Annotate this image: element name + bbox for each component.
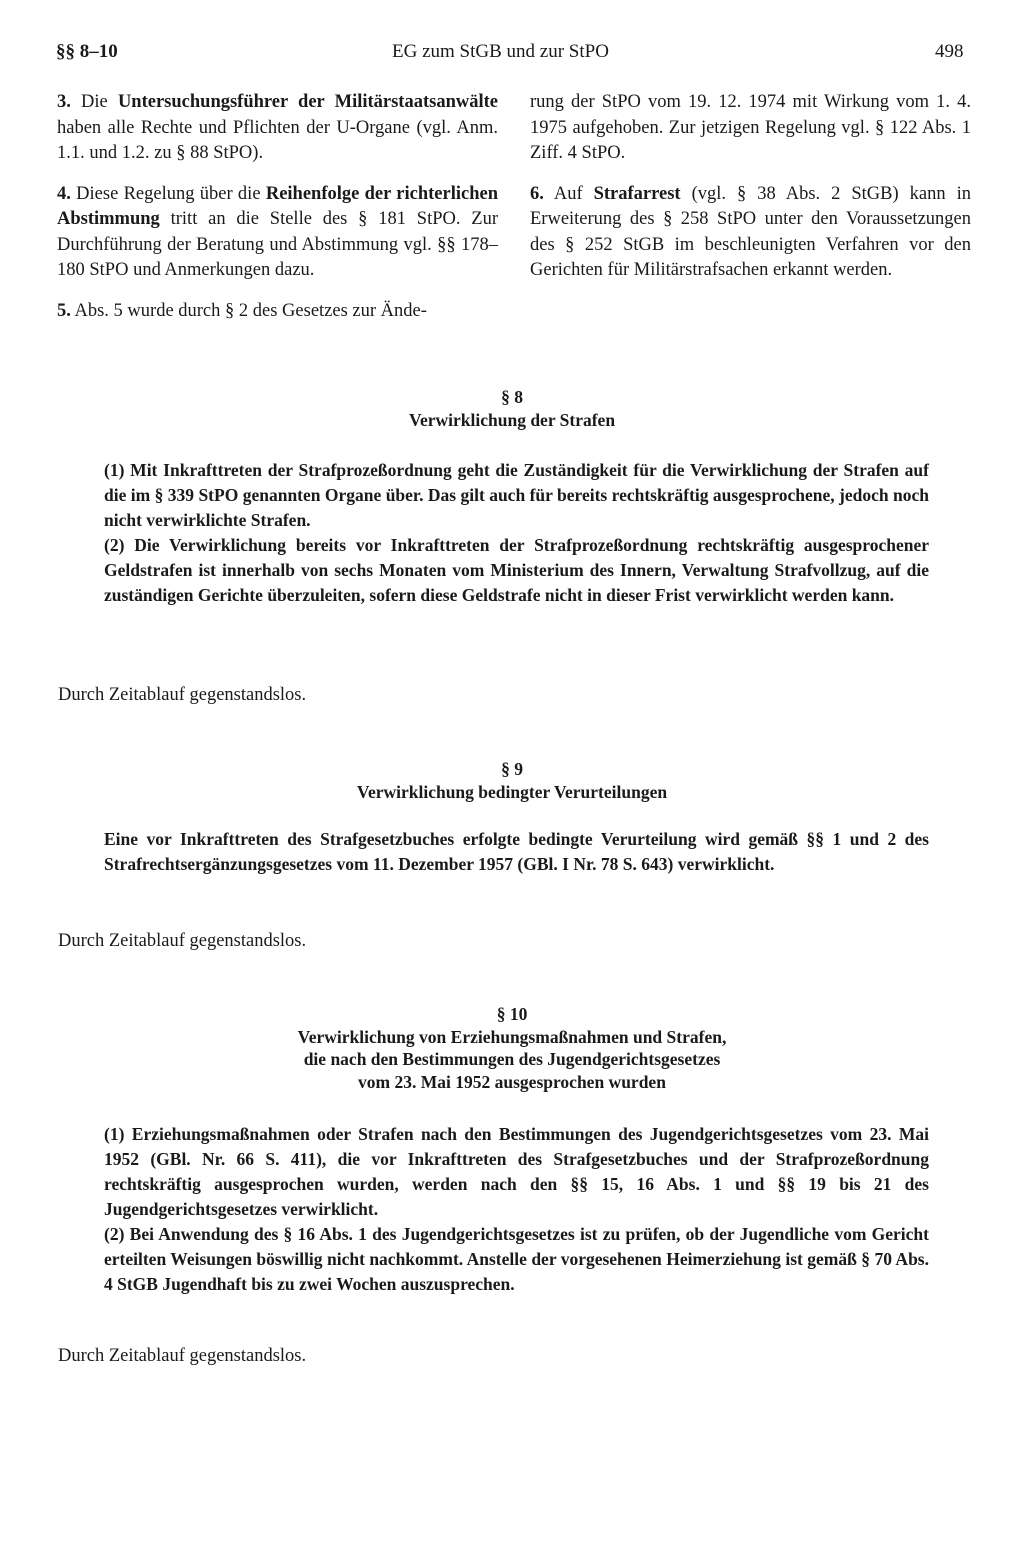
section-paragraph: (1) Mit Inkrafttreten der Strafprozeßordnung geht die Zuständigkeit für die Verwirklichung der Strafen auf die im § 339 StPO genannten Organe über. Das gilt auch für bereits rechtskräftig ausgesprochene, jedoch noch nicht verwirklichte Strafen.	[104, 460, 929, 530]
section-9-note: Durch Zeitablauf gegenstandslos.	[58, 931, 307, 951]
annotation-6	[530, 182, 971, 284]
annotation-number: 4.	[57, 183, 71, 204]
annotation-text: Auf	[553, 183, 594, 204]
section-10-body	[104, 1122, 929, 1297]
annotations-left-column	[57, 90, 498, 339]
section-8-body	[104, 458, 929, 608]
annotation-keyword: Untersuchungsführer der Militärstaatsanwälte	[117, 92, 498, 112]
section-paragraph: (1) Erziehungsmaßnahmen oder Strafen nach den Bestimmungen des Jugendgerichtsgesetzes vom 23. Mai 1952 (GBl. Nr. 66 S. 411), die vor Inkrafttreten des Strafgesetzbuches und der Strafprozeßordnung rechtskräftig ausgesprochen wurden, werden nach den §§ 15, 16 Abs. 1 und §§ 19 bis 21 des Jugendgerichtsgesetzes verwirklicht.	[104, 1124, 929, 1219]
section-9-heading	[0, 758, 1024, 803]
annotations-right-column	[530, 90, 971, 299]
annotation-4	[57, 182, 498, 284]
annotation-text: Abs. 5 wurde durch § 2 des Gesetzes zur Ände-	[74, 300, 427, 321]
section-title: Verwirklichung bedingter Verurteilungen	[356, 781, 668, 802]
annotation-keyword: Reihenfolge der richterlichen Abstimmung	[57, 183, 499, 229]
section-paragraph: (2) Bei Anwendung des § 16 Abs. 1 des Jugendgerichtsgesetzes ist zu prüfen, ob der Jugendliche vom Gericht erteilten Weisungen böswillig nicht nachkommt. Anstelle der vorgesehenen Heimerziehung ist gemäß § 70 Abs. 4 StGB Jugendhaft bis zu zwei Wochen auszusprechen.	[104, 1224, 929, 1294]
section-title: Verwirklichung von Erziehungsmaßnahmen und Strafen,	[297, 1026, 727, 1047]
section-range-header: §§ 8–10	[56, 41, 118, 62]
annotation-5-continued	[530, 90, 971, 167]
section-8-note: Durch Zeitablauf gegenstandslos.	[58, 685, 307, 705]
page-number: 498	[935, 41, 964, 62]
section-title: die nach den Bestimmungen des Jugendgerichtsgesetzes	[303, 1049, 721, 1069]
section-paragraph: Eine vor Inkrafttreten des Strafgesetzbuches erfolgte bedingte Verurteilung wird gemäß §§ 1 und 2 des Strafrechtsergänzungsgesetzes vom 11. Dezember 1957 (GBl. I Nr. 78 S. 643) verwirklicht.	[104, 829, 929, 874]
annotation-keyword: Strafarrest	[593, 183, 681, 204]
annotation-text: Die	[81, 92, 118, 112]
annotation-text: haben alle Rechte und Pflichten der U-Organe (vgl. Anm. 1.1. und 1.2. zu § 88 StPO).	[57, 117, 498, 163]
annotation-text: (vgl. § 38 Abs. 2 StGB) kann in Erweiterung des § 258 StPO unter den Voraussetzungen des § 252 StGB im beschleunigten Verfahren vor den Gerichten für Militärstrafsachen erkannt werden.	[530, 183, 971, 280]
annotation-text: Diese Regelung über die	[76, 183, 266, 204]
annotation-text: tritt an die Stelle des § 181 StPO. Zur Durchführung der Beratung und Abstimmung vgl. §§ 178–180 StPO und Anmerkungen dazu.	[57, 209, 498, 280]
running-title: EG zum StGB und zur StPO	[392, 41, 609, 62]
section-number: § 10	[496, 1004, 528, 1024]
section-number: § 9	[501, 759, 523, 779]
section-9-body	[104, 827, 929, 877]
section-number: § 8	[501, 387, 523, 407]
annotation-number: 6.	[530, 183, 544, 204]
section-8-heading	[0, 386, 1024, 431]
section-paragraph: (2) Die Verwirklichung bereits vor Inkrafttreten der Strafprozeßordnung rechtskräftig ausgesprochener Geldstrafen ist innerhalb von sechs Monaten vom Ministerium des Innern, Verwaltung Strafvollzug, auf die zuständigen Gerichte überzuleiten, sofern diese Geldstrafe nicht in dieser Frist verwirklicht werden kann.	[104, 535, 929, 605]
annotation-number: 5.	[57, 300, 71, 321]
section-title: Verwirklichung der Strafen	[408, 409, 616, 430]
annotation-number: 3.	[57, 92, 71, 112]
section-title: vom 23. Mai 1952 ausgesprochen wurden	[358, 1071, 666, 1092]
annotation-5	[57, 299, 498, 325]
section-10-heading	[0, 1003, 1024, 1093]
annotation-text: rung der StPO vom 19. 12. 1974 mit Wirkung vom 1. 4. 1975 aufgehoben. Zur jetzigen Regelung vgl. § 122 Abs. 1 Ziff. 4 StPO.	[530, 92, 971, 163]
annotation-3	[57, 90, 498, 167]
section-10-note: Durch Zeitablauf gegenstandslos.	[58, 1346, 307, 1366]
